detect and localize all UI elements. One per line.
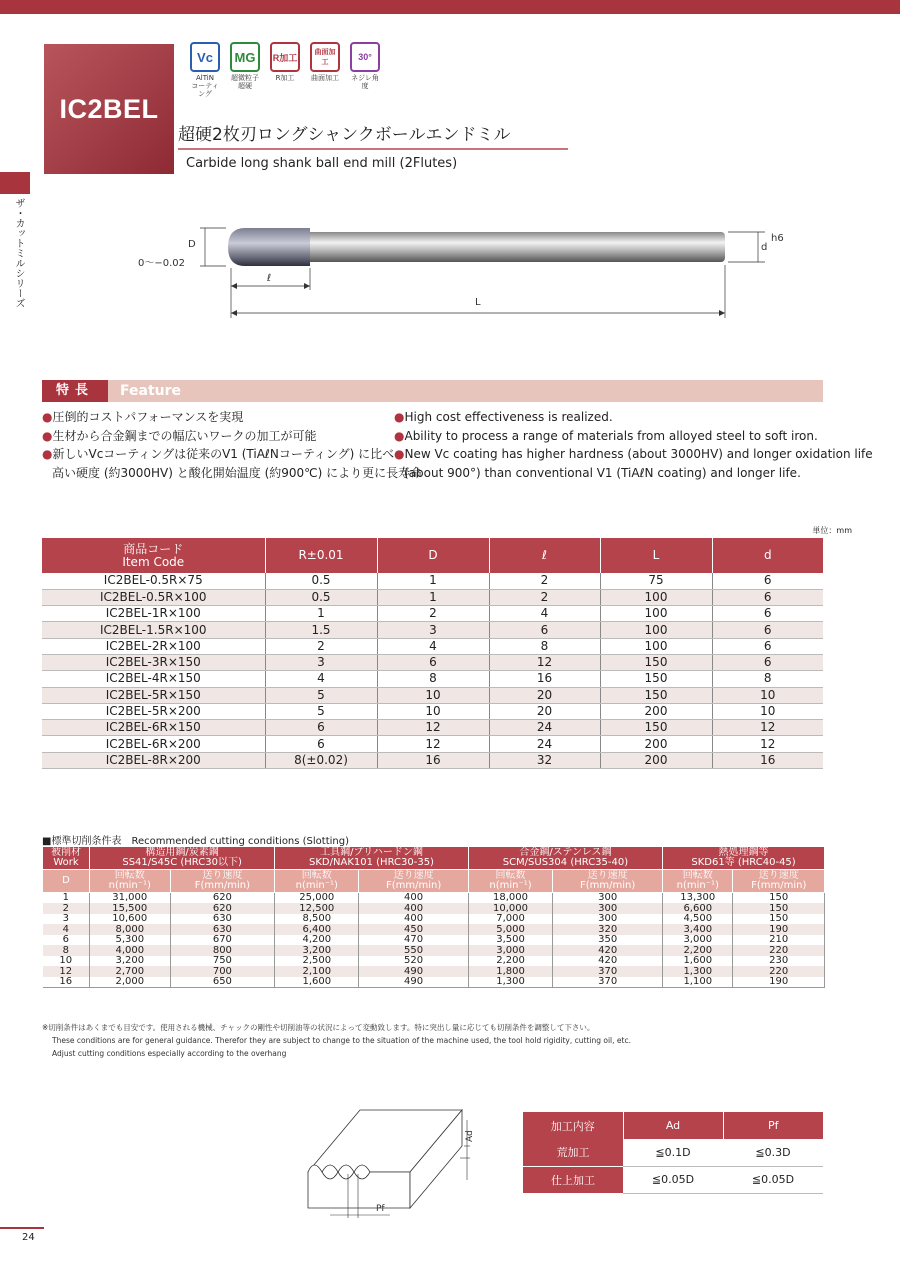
icon-caption: AlTiN コーティング (191, 74, 219, 98)
feature-jp-item: 高い硬度 (約3000HV) と酸化開始温度 (約900℃) により更に長寿命 (52, 465, 423, 480)
table-cell: 3,200 (275, 945, 359, 956)
table-cell: 400 (359, 893, 468, 904)
rpm-header: 回転数 n(min⁻¹) (663, 870, 733, 893)
table-row (43, 956, 825, 967)
product-code: IC2BEL (59, 94, 159, 124)
table-cell: 3,000 (663, 935, 733, 946)
table-cell: 2,500 (275, 956, 359, 967)
table-row (42, 720, 823, 736)
table-row: 荒加工 ≦0.1D ≦0.3D (523, 1139, 823, 1166)
table-cell: 2 (489, 573, 600, 589)
table-row (43, 935, 825, 946)
table-cell: 3,500 (468, 935, 552, 946)
table-cell: 630 (170, 914, 275, 925)
table-cell: 2,000 (90, 977, 171, 988)
page-number-bar (0, 1227, 44, 1229)
table-row: 仕上加工 ≦0.05D ≦0.05D (523, 1166, 823, 1193)
table-cell: 12 (43, 966, 90, 977)
table-cell: 1,300 (468, 977, 552, 988)
table-row (42, 589, 823, 605)
table-cell: 320 (553, 924, 663, 935)
spec-header: D (377, 538, 489, 573)
table-cell: 420 (553, 945, 663, 956)
page-number: 24 (22, 1232, 35, 1243)
table-row (42, 671, 823, 687)
vc-badge (188, 42, 222, 98)
feature-jp-item: ●生材から合金鋼までの幅広いワークの加工が可能 (42, 428, 317, 443)
table-cell: 670 (170, 935, 275, 946)
table-cell: 6,600 (663, 903, 733, 914)
table-cell: 25,000 (275, 893, 359, 904)
table-cell: 300 (553, 893, 663, 904)
feature-jp-item: ●新しいVcコーティングは従来のV1 (TiAℓNコーティング) に比べ (42, 447, 395, 461)
top-bar (0, 0, 900, 14)
spec-header: d (712, 538, 823, 573)
mg-badge (228, 42, 262, 98)
table-cell: 6 (712, 638, 823, 654)
table-cell: 5 (265, 703, 377, 719)
table-row (42, 638, 823, 654)
rpm-header: 回転数 n(min⁻¹) (275, 870, 359, 893)
feature-jp-item: ●圧倒的コストパフォーマンスを実現 (42, 410, 244, 424)
table-cell: 1 (377, 573, 489, 589)
table-cell: 5,300 (90, 935, 171, 946)
ad-pf-table (523, 1112, 823, 1194)
table-cell: 1,600 (275, 977, 359, 988)
vc-icon: Vc (190, 42, 220, 72)
table-cell: 4,500 (663, 914, 733, 925)
table-cell: 2,700 (90, 966, 171, 977)
table-cell: IC2BEL-6R×200 (42, 736, 265, 752)
table-cell: 18,000 (468, 893, 552, 904)
table-cell: 6 (712, 622, 823, 638)
table-cell: IC2BEL-5R×150 (42, 687, 265, 703)
dim-D: D (188, 239, 196, 250)
table-cell: 20 (489, 703, 600, 719)
table-row (42, 654, 823, 670)
table-cell: 1,800 (468, 966, 552, 977)
note-en-1: These conditions are for general guidance. Therefor they are subject to change to the situation of the machine used, the tool hold rigidity, cutting oil, etc. (52, 1036, 631, 1045)
table-cell: 6 (712, 589, 823, 605)
r-kako-badge (268, 42, 302, 98)
feature-en-item: ●Ability to process a range of materials from alloyed steel to soft iron. (394, 428, 818, 443)
note-en-2: Adjust cutting conditions especially according to the overhang (52, 1049, 287, 1058)
table-cell: 24 (489, 720, 600, 736)
feature-label-en: Feature (120, 383, 181, 399)
table-cell: 6 (712, 654, 823, 670)
tool-diagram (130, 210, 810, 330)
material-header: 熱処理鋼等 SKD61等 (HRC40-45) (663, 847, 825, 870)
table-cell: 100 (600, 622, 712, 638)
table-cell: 470 (359, 935, 468, 946)
feed-header: 送り速度 F(mm/min) (170, 870, 275, 893)
table-cell: 420 (553, 956, 663, 967)
work-header: 被削材 Work (43, 847, 90, 870)
table-cell: 370 (553, 966, 663, 977)
table-cell: 520 (359, 956, 468, 967)
table-cell: 5 (265, 687, 377, 703)
table-cell: 1,300 (663, 966, 733, 977)
feature-en-item: (about 900°) than conventional V1 (TiAℓN coating) and longer life. (404, 465, 801, 480)
table-cell: 220 (733, 966, 825, 977)
table-cell: 8 (377, 671, 489, 687)
table-cell: 3 (377, 622, 489, 638)
table-cell: 12 (377, 736, 489, 752)
table-cell: 4,000 (90, 945, 171, 956)
material-header: 工具鋼/プリハードン鋼 SKD/NAK101 (HRC30-35) (275, 847, 469, 870)
table-cell: 8(±0.02) (265, 752, 377, 768)
table-cell: 4 (265, 671, 377, 687)
table-cell: 16 (712, 752, 823, 768)
table-cell: 630 (170, 924, 275, 935)
table-cell: 10,600 (90, 914, 171, 925)
side-tab (0, 172, 30, 194)
icon-caption: 超微粒子 超硬 (231, 74, 259, 90)
table-cell: 150 (733, 893, 825, 904)
table-cell: 12 (712, 720, 823, 736)
feature-label-jp: 特長 (42, 380, 108, 402)
feed-header: 送り速度 F(mm/min) (733, 870, 825, 893)
feed-header: 送り速度 F(mm/min) (359, 870, 468, 893)
icon-caption: R加工 (275, 74, 295, 82)
table-cell: 4 (489, 606, 600, 622)
table-cell: 230 (733, 956, 825, 967)
table-cell: 2,200 (468, 956, 552, 967)
table-row (43, 945, 825, 956)
table-cell: 3 (265, 654, 377, 670)
table-cell: 16 (377, 752, 489, 768)
table-cell: 8,000 (90, 924, 171, 935)
table-cell: 150 (600, 654, 712, 670)
table-row (42, 573, 823, 589)
table-cell: 650 (170, 977, 275, 988)
table-cell: 10 (377, 703, 489, 719)
rpm-header: 回転数 n(min⁻¹) (468, 870, 552, 893)
table-cell: 620 (170, 903, 275, 914)
table-cell: 300 (553, 903, 663, 914)
table-cell: 4,200 (275, 935, 359, 946)
table-cell: 8 (712, 671, 823, 687)
table-cell: 150 (733, 914, 825, 925)
material-header: 合金鋼/ステンレス鋼 SCM/SUS304 (HRC35-40) (468, 847, 662, 870)
tool-shank (250, 232, 725, 262)
feature-en-item: ●High cost effectiveness is realized. (394, 410, 613, 424)
table-cell: 6 (712, 606, 823, 622)
table-row (43, 977, 825, 988)
table-cell: 1.5 (265, 622, 377, 638)
notes (42, 1021, 631, 1060)
table-cell: 490 (359, 977, 468, 988)
table-cell: IC2BEL-2R×100 (42, 638, 265, 654)
table-cell: 4 (377, 638, 489, 654)
table-cell: 13,300 (663, 893, 733, 904)
table-cell: 10 (712, 687, 823, 703)
table-cell: 1 (265, 606, 377, 622)
table-cell: 300 (553, 914, 663, 925)
table-cell: 150 (600, 687, 712, 703)
feature-en-item: ●New Vc coating has higher hardness (about 3000HV) and longer oxidation life (394, 447, 873, 461)
product-code-block (44, 44, 174, 174)
table-cell: 490 (359, 966, 468, 977)
cutting-conditions-table (42, 846, 825, 988)
dim-h6: h6 (771, 233, 784, 244)
table-cell: IC2BEL-0.5R×75 (42, 573, 265, 589)
table-cell: 3,200 (90, 956, 171, 967)
table-cell: 150 (733, 903, 825, 914)
table-row (43, 924, 825, 935)
table-cell: 12 (489, 654, 600, 670)
table-cell: 200 (600, 752, 712, 768)
slot-profile-diagram (300, 1100, 520, 1225)
title-en: Carbide long shank ball end mill (2Flutes) (186, 156, 458, 171)
table-cell: 200 (600, 703, 712, 719)
table-cell: IC2BEL-1R×100 (42, 606, 265, 622)
table-cell: 190 (733, 977, 825, 988)
table-cell: 400 (359, 903, 468, 914)
table-cell: 20 (489, 687, 600, 703)
table-cell: 190 (733, 924, 825, 935)
table-cell: 10 (377, 687, 489, 703)
feature-list-jp (42, 408, 422, 482)
table-cell: 5,000 (468, 924, 552, 935)
helix-badge (348, 42, 382, 98)
dim-l: ℓ (267, 273, 272, 284)
side-label: ザ・カットミルシリーズ (13, 198, 24, 308)
table-cell: 24 (489, 736, 600, 752)
kyokumen-icon: 曲面加工 (310, 42, 340, 72)
spec-header: R±0.01 (265, 538, 377, 573)
adpf-header: Ad (623, 1112, 723, 1139)
adpf-header: Pf (723, 1112, 823, 1139)
table-cell: 100 (600, 638, 712, 654)
table-cell: 2,100 (275, 966, 359, 977)
tool-head (228, 228, 310, 266)
adpf-header: 加工内容 (523, 1112, 623, 1139)
table-row (43, 903, 825, 914)
table-cell: 0.5 (265, 573, 377, 589)
table-cell: 10 (43, 956, 90, 967)
label-pf: Pf (376, 1204, 385, 1214)
table-cell: 15,500 (90, 903, 171, 914)
table-cell: 2 (43, 903, 90, 914)
feature-list-en (394, 408, 873, 482)
mg-icon: MG (230, 42, 260, 72)
table-cell: IC2BEL-6R×150 (42, 720, 265, 736)
table-cell: 3 (43, 914, 90, 925)
r-kako-icon: R加工 (270, 42, 300, 72)
cond-title: ■標準切削条件表 Recommended cutting conditions (Slotting) (42, 836, 350, 847)
feature-bar (42, 380, 823, 402)
table-cell: 4 (43, 924, 90, 935)
title-jp: 超硬2枚刃ロングシャンクボールエンドミル (178, 125, 511, 145)
table-row (42, 752, 823, 768)
table-cell: 700 (170, 966, 275, 977)
table-cell: 6 (265, 720, 377, 736)
table-cell: 2 (265, 638, 377, 654)
table-cell: 6 (43, 935, 90, 946)
table-row (43, 914, 825, 925)
label-ad: Ad (465, 1130, 475, 1142)
table-cell: 620 (170, 893, 275, 904)
table-cell: 100 (600, 589, 712, 605)
table-cell: 6 (489, 622, 600, 638)
table-cell: 6 (265, 736, 377, 752)
title-underline (178, 148, 568, 150)
table-cell: 0.5 (265, 589, 377, 605)
table-cell: 32 (489, 752, 600, 768)
table-cell: 7,000 (468, 914, 552, 925)
table-cell: 1,600 (663, 956, 733, 967)
table-cell: 10 (712, 703, 823, 719)
helix-icon: 30° (350, 42, 380, 72)
table-cell: 200 (600, 736, 712, 752)
spec-header: ℓ (489, 538, 600, 573)
table-cell: 550 (359, 945, 468, 956)
table-cell: 10,000 (468, 903, 552, 914)
table-cell: 1 (377, 589, 489, 605)
table-cell: 400 (359, 914, 468, 925)
table-cell: 100 (600, 606, 712, 622)
note-jp: ※切削条件はあくまでも目安です。使用される機械、チャックの剛性や切削油等の状況によって変動致します。特に突出し量に応じても切削条件を調整して下さい。 (42, 1023, 595, 1032)
table-row (42, 736, 823, 752)
table-cell: 12 (377, 720, 489, 736)
table-cell: 1 (43, 893, 90, 904)
table-cell: 16 (489, 671, 600, 687)
table-cell: IC2BEL-1.5R×100 (42, 622, 265, 638)
table-cell: 1,100 (663, 977, 733, 988)
table-row (42, 622, 823, 638)
dim-L: L (475, 297, 481, 308)
table-cell: IC2BEL-4R×150 (42, 671, 265, 687)
icon-caption: 曲面加工 (311, 74, 339, 82)
table-cell: 150 (600, 720, 712, 736)
table-cell: 12 (712, 736, 823, 752)
table-cell: 3,000 (468, 945, 552, 956)
table-cell: IC2BEL-8R×200 (42, 752, 265, 768)
spec-table (42, 538, 823, 769)
table-row (43, 893, 825, 904)
table-cell: 450 (359, 924, 468, 935)
table-cell: 6 (377, 654, 489, 670)
table-cell: 220 (733, 945, 825, 956)
table-cell: 8,500 (275, 914, 359, 925)
table-cell: 800 (170, 945, 275, 956)
table-cell: 12,500 (275, 903, 359, 914)
table-cell: 2 (377, 606, 489, 622)
table-cell: 210 (733, 935, 825, 946)
dim-tolerance: 0〜−0.02 (138, 258, 186, 269)
table-row (43, 966, 825, 977)
table-cell: 8 (489, 638, 600, 654)
table-cell: 350 (553, 935, 663, 946)
spec-header: 商品コード Item Code (42, 538, 265, 573)
table-cell: 75 (600, 573, 712, 589)
table-cell: IC2BEL-5R×200 (42, 703, 265, 719)
table-row (42, 606, 823, 622)
table-cell: 31,000 (90, 893, 171, 904)
table-cell: 2 (489, 589, 600, 605)
table-row (42, 687, 823, 703)
table-cell: 8 (43, 945, 90, 956)
rpm-header: 回転数 n(min⁻¹) (90, 870, 171, 893)
table-cell: 3,400 (663, 924, 733, 935)
kyokumen-badge (308, 42, 342, 98)
d-header: D (43, 870, 90, 893)
table-cell: IC2BEL-0.5R×100 (42, 589, 265, 605)
unit-label: 単位：mm (812, 526, 852, 535)
table-row (42, 703, 823, 719)
table-cell: 150 (600, 671, 712, 687)
table-cell: 16 (43, 977, 90, 988)
table-cell: 370 (553, 977, 663, 988)
table-cell: 6 (712, 573, 823, 589)
feed-header: 送り速度 F(mm/min) (553, 870, 663, 893)
table-cell: 2,200 (663, 945, 733, 956)
table-cell: IC2BEL-3R×150 (42, 654, 265, 670)
feature-icons (188, 42, 382, 98)
table-cell: 750 (170, 956, 275, 967)
dim-d: d (761, 242, 768, 253)
material-header: 構造用鋼/炭素鋼 SS41/S45C (HRC30以下) (90, 847, 275, 870)
icon-caption: ネジレ角度 (351, 74, 379, 90)
spec-header: L (600, 538, 712, 573)
table-cell: 6,400 (275, 924, 359, 935)
